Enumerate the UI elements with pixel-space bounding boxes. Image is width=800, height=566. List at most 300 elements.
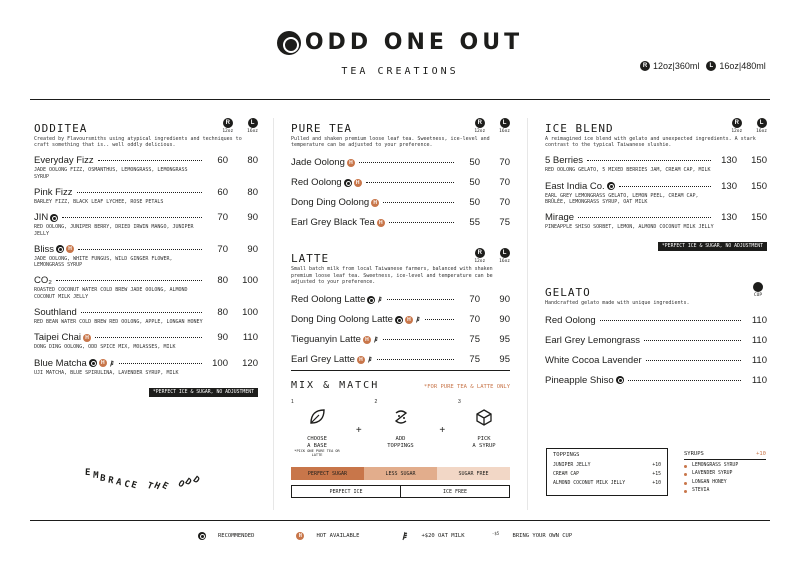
item-name <box>545 212 574 223</box>
topping-name: CREAM CAP <box>553 472 579 477</box>
item-name <box>291 354 373 365</box>
item-price-large: 150 <box>751 180 767 192</box>
dot-leader <box>56 280 202 281</box>
embrace-letter: E <box>160 480 172 494</box>
item-price-regular: 100 <box>212 357 228 369</box>
bottom-divider <box>30 520 770 521</box>
item-name-text: Southland <box>34 307 77 319</box>
oat-milk-icon <box>367 355 373 364</box>
large-size-icon: L <box>757 118 767 128</box>
menu-item <box>34 332 258 350</box>
item-price-regular: 55 <box>469 217 480 229</box>
item-name-text: CO₂ <box>34 275 52 287</box>
item-price-large: 90 <box>247 212 258 224</box>
menu-item <box>545 181 767 206</box>
dot-leader <box>366 182 454 183</box>
embrace-letter: D <box>190 474 203 488</box>
menu-item-row <box>545 155 767 166</box>
item-name <box>545 315 596 326</box>
step-pick-syrup <box>458 399 510 449</box>
syrups-list <box>684 462 766 496</box>
dot-leader <box>377 359 454 360</box>
item-name <box>34 332 91 343</box>
item-price: 110 <box>751 354 767 366</box>
syrups-title: SYRUPS <box>684 451 704 457</box>
item-name <box>545 335 640 346</box>
size-label: 12oz <box>474 259 486 265</box>
embrace-letter: H <box>152 481 164 494</box>
item-name-text: Pineapple Shiso <box>545 374 614 386</box>
syrup-name: LAVENDER SYRUP <box>692 471 733 477</box>
menu-item <box>291 354 510 365</box>
regular-size-icon: R <box>732 118 742 128</box>
menu-item <box>545 315 767 326</box>
section-title: MIX & MATCH <box>291 380 380 391</box>
topping-price: +15 <box>652 472 661 477</box>
item-name-text: Mirage <box>545 212 575 224</box>
item-price-regular: 75 <box>469 334 480 346</box>
top-divider <box>30 99 770 100</box>
size-label: 12oz <box>474 129 486 134</box>
menu-item <box>34 275 258 300</box>
oat-milk-icon <box>109 359 115 368</box>
item-price-regular: 130 <box>721 180 737 192</box>
hot-icon: H <box>66 245 74 253</box>
menu-item-row <box>291 157 510 168</box>
dot-leader <box>359 162 454 163</box>
hot-icon: H <box>99 359 107 367</box>
section-description: A reimagined ice blend with gelato and unexpected ingredients. A stark contrast to the typical Taiwanese slushie. <box>545 136 756 149</box>
item-price-large: 110 <box>242 332 258 344</box>
embrace-letter: M <box>92 470 101 482</box>
item-description: EARL GREY LEMONGRASS GELATO, LEMON PEEL, CREAM CAP, BRÛLÉE, LEMONGRASS SYRUP, OAT MILK <box>545 192 699 205</box>
toppings-list <box>553 461 661 488</box>
logo-icon <box>277 31 301 55</box>
section-title: PURE TEA <box>291 122 352 135</box>
menu-item <box>291 294 510 305</box>
item-price-regular: 130 <box>721 212 737 224</box>
step-label: A SYRUP <box>472 442 496 449</box>
syrup-row <box>684 462 766 470</box>
syrup-name: LONGAN HONEY <box>692 479 727 485</box>
ice-perfect: PERFECT ICE <box>292 486 401 497</box>
dot-leader <box>77 192 202 193</box>
item-name <box>545 375 624 386</box>
mix-steps <box>291 399 510 457</box>
item-price-large: 95 <box>499 334 510 346</box>
regular-size-icon: R <box>475 118 485 128</box>
item-price-regular: 60 <box>217 155 228 167</box>
syrups-price: +10 <box>756 451 766 457</box>
item-name <box>545 355 642 366</box>
step-label: CHOOSE <box>307 436 327 442</box>
size-label: 12oz <box>731 129 743 134</box>
legend <box>198 531 572 541</box>
item-name-text: Bliss <box>34 243 55 255</box>
item-name <box>291 294 383 305</box>
menu-item-row <box>34 155 258 166</box>
item-name <box>291 217 385 228</box>
item-price-large: 80 <box>247 187 258 198</box>
menu-item-row <box>34 332 258 343</box>
section-title: ODDITEA <box>34 122 88 135</box>
toppings-title: TOPPINGS <box>553 452 580 458</box>
cup-icon <box>753 282 763 292</box>
legend-oat: +$20 OAT MILK <box>421 533 465 539</box>
item-name <box>34 212 58 223</box>
syrups-box <box>680 448 770 496</box>
item-name <box>34 358 115 369</box>
column-divider <box>273 118 274 510</box>
dot-leader <box>644 340 741 341</box>
size-label: 16oz <box>756 129 767 134</box>
menu-item-row <box>34 275 258 286</box>
syrup-name: LEMONGRASS SYRUP <box>692 463 739 468</box>
dot-leader <box>387 299 454 300</box>
byo-cup-icon: -$5 <box>491 530 500 536</box>
step-sub: *PICK ONE PURE TEA OR LATTE <box>294 449 340 458</box>
menu-item <box>291 217 510 228</box>
menu-item-row <box>291 294 510 305</box>
section-title: LATTE <box>291 252 330 266</box>
bullet-icon <box>684 482 687 485</box>
item-name-text: Earl Grey Black Tea <box>291 217 375 229</box>
item-price-regular: 60 <box>217 187 228 198</box>
topping-price: +10 <box>652 463 661 468</box>
item-price-large: 150 <box>751 212 767 224</box>
dot-leader <box>600 320 741 321</box>
hot-icon: H <box>405 316 413 324</box>
item-name <box>34 187 73 198</box>
menu-item-row <box>291 354 510 365</box>
recommended-icon <box>56 245 64 253</box>
menu-item-row <box>34 212 258 223</box>
item-price-regular: 70 <box>469 294 480 306</box>
step-add-toppings <box>375 399 427 449</box>
item-description: RED BEAN WATER COLD BREW RED OOLONG, APPLE, LONGAN HONEY <box>34 319 203 326</box>
large-size-label: 16oz|480ml <box>719 61 766 71</box>
plus-sign: + <box>355 425 362 436</box>
sugar-level-bar <box>291 467 510 480</box>
bullet-icon <box>684 465 687 468</box>
item-price-large: 90 <box>499 314 510 326</box>
item-price-large: 75 <box>499 217 510 229</box>
bullet-icon <box>684 490 687 493</box>
embrace-letter: A <box>114 477 125 490</box>
menu-item-row <box>545 335 767 346</box>
item-name-text: Pink Fizz <box>34 187 73 198</box>
item-price-large: 150 <box>751 155 767 167</box>
hot-icon: H <box>377 219 385 227</box>
size-label: 16oz <box>499 129 510 134</box>
recommended-icon <box>198 532 206 540</box>
brand-title <box>277 30 523 55</box>
step-choose-base <box>291 399 343 457</box>
item-price-regular: 80 <box>217 275 228 287</box>
item-price-regular: 50 <box>469 177 480 189</box>
section-description: Pulled and shaken premium loose leaf tea. Sweetness, ice-level and temperature can be adjusted to your preference. <box>291 136 490 149</box>
item-price-large: 100 <box>242 275 258 287</box>
recommended-icon <box>344 179 352 187</box>
menu-item-row <box>291 334 510 345</box>
step-label: TOPPINGS <box>387 442 414 449</box>
item-price-regular: 50 <box>469 197 480 209</box>
leaf-icon <box>307 407 327 427</box>
item-name-text: Red Oolong Latte <box>291 294 366 306</box>
oat-milk-icon <box>377 295 383 304</box>
menu-item <box>291 334 510 345</box>
menu-item-row <box>545 375 767 386</box>
item-name-text: 5 Berries <box>545 155 584 167</box>
menu-item-row <box>34 187 258 198</box>
item-name <box>34 244 74 255</box>
dot-leader <box>98 160 202 161</box>
hot-icon: H <box>296 532 304 540</box>
menu-list <box>291 157 510 228</box>
large-size-icon: L <box>248 118 258 128</box>
brand-name: ODD ONE OUT <box>304 30 524 55</box>
odditea-section <box>34 118 258 398</box>
bullet-icon <box>684 473 687 476</box>
syrup-row <box>684 479 766 487</box>
cube-icon <box>474 407 494 427</box>
item-name-text: Tieguanyin Latte <box>291 334 361 346</box>
menu-item <box>291 157 510 168</box>
item-name-text: Earl Grey Lemongrass <box>545 334 641 346</box>
menu-item-row <box>545 212 767 223</box>
menu-item <box>34 187 258 205</box>
recommended-icon <box>607 182 615 190</box>
item-price-regular: 70 <box>217 212 228 224</box>
item-price-regular: 70 <box>217 243 228 255</box>
dot-leader <box>578 217 711 218</box>
sugar-free: SUGAR FREE <box>437 467 510 480</box>
item-price-large: 120 <box>242 357 258 369</box>
oat-milk-icon <box>401 531 409 541</box>
menu-list <box>545 315 767 386</box>
item-description: RED OOLONG, JUNIPER BERRY, DRIED IRWIN MANGO, JUNIPER JELLY <box>34 224 194 237</box>
mix-note: *FOR PURE TEA & LATTE ONLY <box>423 384 510 390</box>
topping-row <box>553 470 661 479</box>
menu-item <box>291 314 510 325</box>
hot-icon: H <box>371 199 379 207</box>
item-name-text: Dong Ding Oolong <box>291 197 370 209</box>
no-adjustment-note: *PERFECT ICE & SUGAR, NO ADJUSTMENT <box>149 388 258 397</box>
section-description: Small batch milk from local Taiwanese farmers, balanced with shaken premium loose leaf tea. Sweetness, ice-level and temperature can be adjusted to your preference. <box>291 266 493 285</box>
step-number: 1 <box>291 399 294 405</box>
step-number: 2 <box>374 399 378 405</box>
item-name <box>545 155 583 166</box>
oat-milk-icon <box>415 315 421 324</box>
menu-item <box>545 355 767 366</box>
section-title: ICE BLEND <box>545 122 614 135</box>
item-name-text: Dong Ding Oolong Latte <box>291 314 393 326</box>
item-price-large: 100 <box>242 307 258 319</box>
puretea-section <box>291 118 510 365</box>
menu-item <box>34 212 258 237</box>
section-description: Created by Flavoursmiths using atypical ingredients and techniques to craft something that is.. well oddly delicious. <box>34 136 242 149</box>
item-name-text: JIN <box>34 212 49 224</box>
item-price-large: 95 <box>499 354 510 366</box>
topping-price: +10 <box>652 481 661 486</box>
menu-item <box>291 197 510 208</box>
item-name-text: Everyday Fizz <box>34 155 94 167</box>
iceblend-section <box>545 118 767 386</box>
item-description: RED OOLONG GELATO, 5 MIXED BERRIES JAM, CREAM CAP, MILK <box>545 167 711 174</box>
item-description: DONG DING OOLONG, ODD SPICE MIX, MOLASSES, MILK <box>34 344 176 351</box>
dot-leader <box>119 363 202 364</box>
item-price: 110 <box>751 334 767 346</box>
regular-size-icon: R <box>475 248 485 258</box>
item-price-large: 70 <box>499 197 510 209</box>
plus-sign: + <box>439 425 446 436</box>
dot-leader <box>628 380 741 381</box>
menu-item <box>34 307 258 325</box>
step-label: A BASE <box>307 442 327 449</box>
item-price-regular: 130 <box>721 155 737 167</box>
item-price-large: 70 <box>499 177 510 189</box>
item-description: BARLEY FIZZ, BLACK LEAF LYCHEE, ROSE PETALS <box>34 199 164 205</box>
brand-subtitle: TEA CREATIONS <box>341 65 459 77</box>
step-number: 3 <box>458 399 461 405</box>
item-name-text: Blue Matcha <box>34 357 87 369</box>
menu-list <box>34 155 258 376</box>
toppings-box <box>546 448 668 496</box>
item-name-text: Red Oolong <box>291 177 342 189</box>
item-name <box>291 157 355 168</box>
item-name <box>34 155 94 166</box>
menu-item <box>34 244 258 269</box>
menu-item-row <box>291 177 510 188</box>
dot-leader <box>587 160 711 161</box>
ice-free: ICE FREE <box>442 488 468 495</box>
size-icons <box>474 118 510 134</box>
menu-item <box>34 358 258 376</box>
recommended-icon <box>616 376 624 384</box>
legend-recommended: RECOMMENDED <box>218 533 255 539</box>
item-price-large: 70 <box>499 157 510 169</box>
recommended-icon <box>367 296 375 304</box>
item-name <box>34 307 77 318</box>
size-label: 12oz <box>222 129 234 134</box>
size-legend <box>640 61 766 71</box>
item-price-large: 90 <box>499 294 510 306</box>
embrace-letter: E <box>84 467 93 479</box>
hot-icon: H <box>347 159 355 167</box>
dot-leader <box>389 222 454 223</box>
large-size-icon: L <box>500 248 510 258</box>
syrup-name: STEVIA <box>692 488 710 494</box>
menu-list <box>545 155 767 230</box>
menu-item-row <box>34 307 258 318</box>
cup-label: CUP <box>753 292 763 298</box>
topping-name: ALMOND COCONUT MILK JELLY <box>553 481 626 486</box>
dot-leader <box>78 249 202 250</box>
menu-item-row <box>291 217 510 228</box>
item-price: 110 <box>751 314 767 326</box>
item-price-regular: 50 <box>469 157 480 169</box>
item-name-text: White Cocoa Lavender <box>545 354 642 366</box>
menu-item-row <box>34 244 258 255</box>
topping-name: JUNIPER JELLY <box>553 463 591 468</box>
recommended-icon <box>395 316 403 324</box>
syrup-row <box>684 470 766 478</box>
regular-size-icon: R <box>223 118 233 128</box>
mix-divider <box>291 370 510 371</box>
size-icons <box>222 118 258 134</box>
item-name-text: Jade Oolong <box>291 157 345 169</box>
item-description: JADE OOLONG, WHITE FUNGUS, WILD GINGER FLOWER, LEMONGRASS SYRUP <box>34 255 173 269</box>
item-price-regular: 70 <box>469 314 480 326</box>
item-name <box>291 314 421 325</box>
step-label: PICK <box>477 436 491 442</box>
item-price-large: 90 <box>247 243 258 255</box>
section-description: Handcrafted gelato made with unique ingredients. <box>545 299 690 306</box>
size-label: 16oz <box>499 259 510 265</box>
hot-icon: H <box>363 336 371 344</box>
item-description: ROASTED COCONUT WATER COLD BREW JADE OOLONG, ALMOND COCONUT MILK JELLY <box>34 287 188 300</box>
ice-level-bar <box>291 485 510 498</box>
menu-item <box>545 212 767 230</box>
menu-item-row <box>545 181 767 192</box>
step-label: ADD <box>395 436 406 442</box>
dot-leader <box>62 217 202 218</box>
item-price-regular: 90 <box>217 332 228 344</box>
dot-leader <box>81 312 202 313</box>
section-title: GELATO <box>545 285 591 299</box>
item-price-regular: 80 <box>217 307 228 319</box>
item-description: UJI MATCHA, BLUE SPIRULINA, LAVENDER SYRUP, MILK <box>34 369 179 376</box>
regular-size-label: 12oz|360ml <box>653 61 700 71</box>
embrace-letter: C <box>122 479 133 491</box>
item-name <box>291 177 362 188</box>
dot-leader <box>383 202 454 203</box>
item-name <box>545 181 615 192</box>
item-price: 110 <box>751 374 767 386</box>
embrace-letter: E <box>129 480 141 493</box>
large-size-icon: L <box>706 61 716 71</box>
menu-item <box>291 177 510 188</box>
regular-size-icon: R <box>640 61 650 71</box>
legend-hot: HOT AVAILABLE <box>316 533 360 539</box>
menu-item <box>34 155 258 180</box>
menu-item-row <box>291 314 510 325</box>
menu-item <box>545 155 767 173</box>
item-price-large: 80 <box>247 155 258 167</box>
topping-row <box>553 479 661 488</box>
menu-item-row <box>545 355 767 366</box>
item-price-regular: 75 <box>469 354 480 366</box>
menu-item <box>545 375 767 386</box>
dot-leader <box>425 319 454 320</box>
sugar-perfect: PERFECT SUGAR <box>291 467 364 480</box>
item-name-text: Taipei Chai <box>34 332 81 344</box>
size-icons <box>731 118 767 134</box>
mix-match-section <box>291 380 510 498</box>
legend-byo: BRING YOUR OWN CUP <box>512 533 573 539</box>
embrace-letter: O <box>175 478 188 491</box>
recommended-icon <box>89 359 97 367</box>
menu-item-row <box>291 197 510 208</box>
recommended-icon <box>50 214 58 222</box>
topping-row <box>553 461 661 470</box>
size-icons <box>474 248 510 264</box>
menu-item-row <box>545 315 767 326</box>
item-description: PINEAPPLE SHISO SORBET, LEMON, ALMOND COCONUT MILK JELLY <box>545 224 714 231</box>
embrace-letter: T <box>145 481 156 494</box>
dot-leader <box>95 337 202 338</box>
oat-milk-icon <box>373 335 379 344</box>
